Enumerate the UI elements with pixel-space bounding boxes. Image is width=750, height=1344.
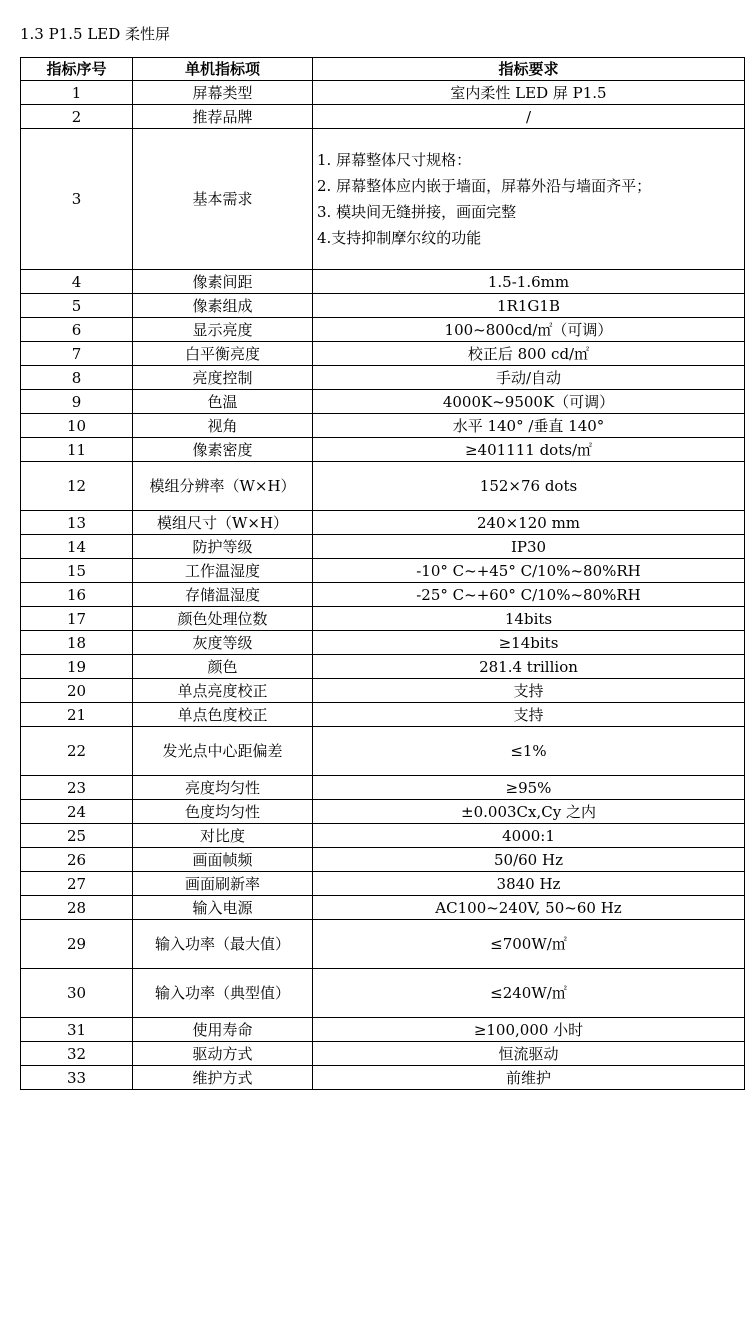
cell-item: 亮度均匀性	[133, 776, 313, 800]
cell-requirement: 室内柔性 LED 屏 P1.5	[313, 81, 745, 105]
table-row	[21, 824, 745, 848]
table-row	[21, 872, 745, 896]
table-row	[21, 703, 745, 727]
cell-index: 11	[21, 438, 133, 462]
table-row	[21, 414, 745, 438]
table-row	[21, 800, 745, 824]
table-row	[21, 270, 745, 294]
cell-item: 单点亮度校正	[133, 679, 313, 703]
table-row	[21, 607, 745, 631]
header-item: 单机指标项	[133, 58, 313, 81]
cell-index: 1	[21, 81, 133, 105]
cell-item: 单点色度校正	[133, 703, 313, 727]
cell-index: 8	[21, 366, 133, 390]
cell-requirement: -25° C~+60° C/10%~80%RH	[313, 583, 745, 607]
table-row	[21, 583, 745, 607]
cell-requirement: 1.5-1.6mm	[313, 270, 745, 294]
cell-requirement: 100~800cd/㎡（可调）	[313, 318, 745, 342]
cell-item: 防护等级	[133, 535, 313, 559]
cell-item: 驱动方式	[133, 1042, 313, 1066]
cell-requirement: ≥100,000 小时	[313, 1018, 745, 1042]
cell-index: 31	[21, 1018, 133, 1042]
table-row	[21, 390, 745, 414]
cell-index: 16	[21, 583, 133, 607]
cell-requirement: -10° C~+45° C/10%~80%RH	[313, 559, 745, 583]
cell-item: 颜色处理位数	[133, 607, 313, 631]
cell-item: 像素间距	[133, 270, 313, 294]
cell-item: 输入功率（最大值）	[133, 920, 313, 969]
cell-requirement: /	[313, 105, 745, 129]
cell-item: 像素组成	[133, 294, 313, 318]
cell-requirement: 152×76 dots	[313, 462, 745, 511]
table-row	[21, 294, 745, 318]
table-row	[21, 1042, 745, 1066]
cell-index: 19	[21, 655, 133, 679]
cell-item: 存储温湿度	[133, 583, 313, 607]
cell-index: 26	[21, 848, 133, 872]
cell-requirement: ≥14bits	[313, 631, 745, 655]
cell-requirement: 4000K~9500K（可调）	[313, 390, 745, 414]
cell-index: 7	[21, 342, 133, 366]
cell-item: 白平衡亮度	[133, 342, 313, 366]
cell-item: 屏幕类型	[133, 81, 313, 105]
cell-requirement: 支持	[313, 703, 745, 727]
cell-index: 22	[21, 727, 133, 776]
spec-table	[20, 57, 745, 1090]
cell-index: 20	[21, 679, 133, 703]
cell-requirement: ≤1%	[313, 727, 745, 776]
cell-requirement: 281.4 trillion	[313, 655, 745, 679]
table-row	[21, 342, 745, 366]
table-row	[21, 559, 745, 583]
cell-index: 15	[21, 559, 133, 583]
table-row	[21, 727, 745, 776]
requirement-line: 1. 屏幕整体尺寸规格：	[317, 151, 472, 169]
table-row	[21, 920, 745, 969]
table-row	[21, 511, 745, 535]
cell-requirement: 水平 140° /垂直 140°	[313, 414, 745, 438]
cell-index: 3	[21, 129, 133, 270]
cell-requirement: 前维护	[313, 1066, 745, 1090]
table-row	[21, 969, 745, 1018]
cell-item: 使用寿命	[133, 1018, 313, 1042]
cell-requirement: 支持	[313, 679, 745, 703]
table-body	[21, 81, 745, 1090]
cell-requirement: ≤700W/㎡	[313, 920, 745, 969]
table-header-row	[21, 58, 745, 81]
cell-requirement: 4000:1	[313, 824, 745, 848]
cell-requirement: IP30	[313, 535, 745, 559]
cell-item: 推荐品牌	[133, 105, 313, 129]
cell-index: 33	[21, 1066, 133, 1090]
cell-index: 2	[21, 105, 133, 129]
cell-item: 像素密度	[133, 438, 313, 462]
cell-item: 发光点中心距偏差	[133, 727, 313, 776]
table-row	[21, 848, 745, 872]
table-row	[21, 535, 745, 559]
table-row	[21, 679, 745, 703]
cell-item: 视角	[133, 414, 313, 438]
table-row	[21, 1066, 745, 1090]
cell-index: 24	[21, 800, 133, 824]
cell-index: 12	[21, 462, 133, 511]
cell-index: 4	[21, 270, 133, 294]
cell-item: 工作温湿度	[133, 559, 313, 583]
cell-index: 18	[21, 631, 133, 655]
cell-index: 32	[21, 1042, 133, 1066]
cell-item: 亮度控制	[133, 366, 313, 390]
table-row	[21, 462, 745, 511]
requirement-line: 3. 模块间无缝拼接，画面完整	[317, 203, 517, 221]
table-row	[21, 318, 745, 342]
table-row	[21, 776, 745, 800]
cell-item: 色温	[133, 390, 313, 414]
cell-requirement	[313, 129, 745, 270]
table-row	[21, 438, 745, 462]
cell-item: 模组尺寸（W×H）	[133, 511, 313, 535]
table-row	[21, 129, 745, 270]
table-row	[21, 655, 745, 679]
cell-index: 6	[21, 318, 133, 342]
cell-item: 输入电源	[133, 896, 313, 920]
cell-item: 模组分辨率（W×H）	[133, 462, 313, 511]
cell-requirement: ±0.003Cx,Cy 之内	[313, 800, 745, 824]
cell-index: 10	[21, 414, 133, 438]
table-row	[21, 1018, 745, 1042]
cell-item: 颜色	[133, 655, 313, 679]
cell-index: 9	[21, 390, 133, 414]
cell-index: 27	[21, 872, 133, 896]
cell-item: 输入功率（典型值）	[133, 969, 313, 1018]
section-heading: 1.3 P1.5 LED 柔性屏	[20, 25, 171, 43]
cell-index: 13	[21, 511, 133, 535]
header-requirement: 指标要求	[313, 58, 745, 81]
cell-index: 21	[21, 703, 133, 727]
cell-index: 28	[21, 896, 133, 920]
table-row	[21, 81, 745, 105]
cell-requirement: 恒流驱动	[313, 1042, 745, 1066]
cell-requirement: ≥95%	[313, 776, 745, 800]
cell-requirement: ≤240W/㎡	[313, 969, 745, 1018]
requirement-line: 4.支持抑制摩尔纹的功能	[317, 229, 482, 247]
cell-item: 显示亮度	[133, 318, 313, 342]
requirement-line: 2. 屏幕整体应内嵌于墙面，屏幕外沿与墙面齐平；	[317, 177, 652, 195]
table-row	[21, 896, 745, 920]
cell-index: 17	[21, 607, 133, 631]
cell-requirement: 240×120 mm	[313, 511, 745, 535]
cell-requirement: 手动/自动	[313, 366, 745, 390]
cell-index: 23	[21, 776, 133, 800]
cell-requirement: AC100~240V, 50~60 Hz	[313, 896, 745, 920]
cell-index: 29	[21, 920, 133, 969]
cell-item: 画面刷新率	[133, 872, 313, 896]
table-row	[21, 366, 745, 390]
cell-requirement: 3840 Hz	[313, 872, 745, 896]
cell-index: 25	[21, 824, 133, 848]
cell-index: 30	[21, 969, 133, 1018]
header-index: 指标序号	[21, 58, 133, 81]
cell-item: 画面帧频	[133, 848, 313, 872]
cell-requirement: 1R1G1B	[313, 294, 745, 318]
cell-item: 基本需求	[133, 129, 313, 270]
cell-requirement: 校正后 800 cd/㎡	[313, 342, 745, 366]
cell-item: 色度均匀性	[133, 800, 313, 824]
table-row	[21, 105, 745, 129]
cell-requirement: 14bits	[313, 607, 745, 631]
cell-requirement: ≥401111 dots/㎡	[313, 438, 745, 462]
table-row	[21, 631, 745, 655]
cell-index: 5	[21, 294, 133, 318]
cell-item: 灰度等级	[133, 631, 313, 655]
cell-item: 维护方式	[133, 1066, 313, 1090]
cell-requirement: 50/60 Hz	[313, 848, 745, 872]
cell-index: 14	[21, 535, 133, 559]
cell-item: 对比度	[133, 824, 313, 848]
